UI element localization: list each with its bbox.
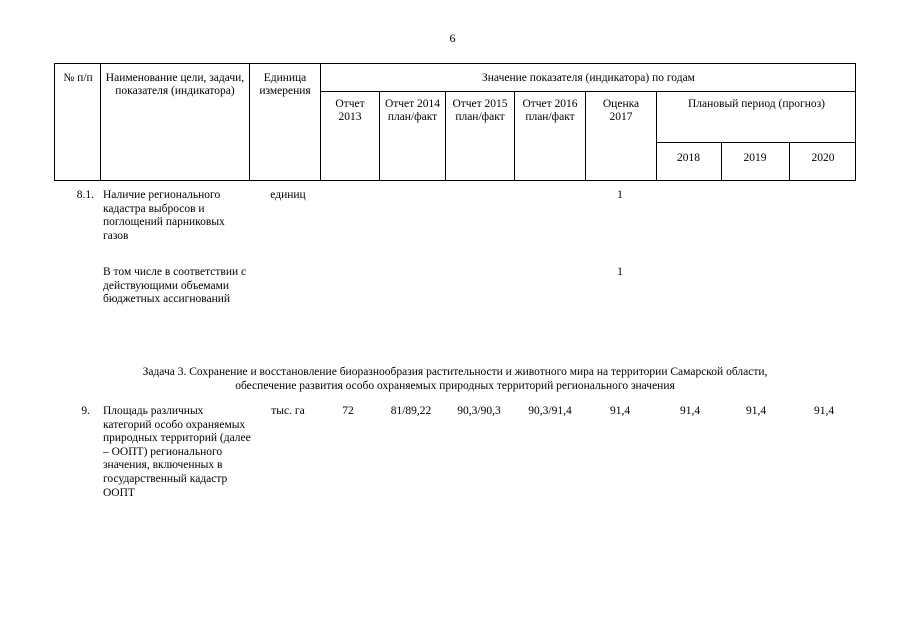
- row-9-2014: 81/89,22: [390, 405, 432, 417]
- divider: [320, 91, 855, 92]
- header-year-2014: Отчет 2014 план/факт: [384, 98, 441, 123]
- header-year-2017: Оценка 2017: [602, 98, 640, 123]
- divider: [585, 91, 586, 180]
- task-3-title-line2: обеспечение развития особо охраняемых природных территорий регионального значения: [235, 380, 675, 392]
- header-plan-period: Плановый период (прогноз): [687, 98, 826, 110]
- header-year-2020: 2020: [811, 152, 835, 164]
- header-year-2018: 2018: [677, 152, 700, 164]
- page-number: 6: [449, 31, 456, 45]
- row-9-name: Площадь различных категорий особо охраняемых природных территорий (далее – ООПТ) регионального значения, включенных в государственный кадастр ООПТ: [103, 405, 251, 499]
- header-year-2019: 2019: [743, 152, 767, 164]
- row-9-2017: 91,4: [609, 405, 631, 417]
- task-3-title-line1: Задача 3. Сохранение и восстановление биоразнообразия растительности и животного мира на территории Самарской области,: [142, 366, 768, 378]
- row-9-2013: 72: [342, 405, 354, 417]
- row-9-number: 9.: [81, 405, 90, 417]
- divider: [656, 142, 855, 143]
- header-col-number: № п/п: [63, 72, 93, 84]
- header-col-unit: Единица измерения: [259, 72, 311, 97]
- row-9-2018: 91,4: [679, 405, 701, 417]
- row-8-1-name: Наличие регионального кадастра выбросов и поглощений парниковых газов: [103, 189, 225, 242]
- row-8-1-unit: единиц: [270, 189, 306, 201]
- row-9-2019: 91,4: [745, 405, 767, 417]
- row-9-2020: 91,4: [813, 405, 835, 417]
- divider: [100, 64, 101, 180]
- header-year-2016: Отчет 2016 план/факт: [522, 98, 578, 123]
- row-including-2017: 1: [617, 266, 623, 278]
- row-9-2015: 90,3/90,3: [457, 405, 501, 417]
- table-header: [54, 63, 856, 181]
- header-year-2013: Отчет 2013: [335, 98, 365, 123]
- divider: [514, 91, 515, 180]
- row-8-1-number: 8.1.: [76, 189, 94, 201]
- row-9-unit: тыс. га: [271, 405, 305, 417]
- header-year-2015: Отчет 2015 план/факт: [452, 98, 508, 123]
- header-col-values: Значение показателя (индикатора) по годам: [482, 72, 695, 84]
- row-8-1-2017: 1: [617, 189, 623, 201]
- row-including-name: В том числе в соответствии с действующими объемами бюджетных ассигнований: [103, 266, 247, 306]
- header-col-name: Наименование цели, задачи, показателя (индикатора): [105, 72, 245, 97]
- divider: [249, 64, 250, 180]
- row-9-2016: 90,3/91,4: [528, 405, 572, 417]
